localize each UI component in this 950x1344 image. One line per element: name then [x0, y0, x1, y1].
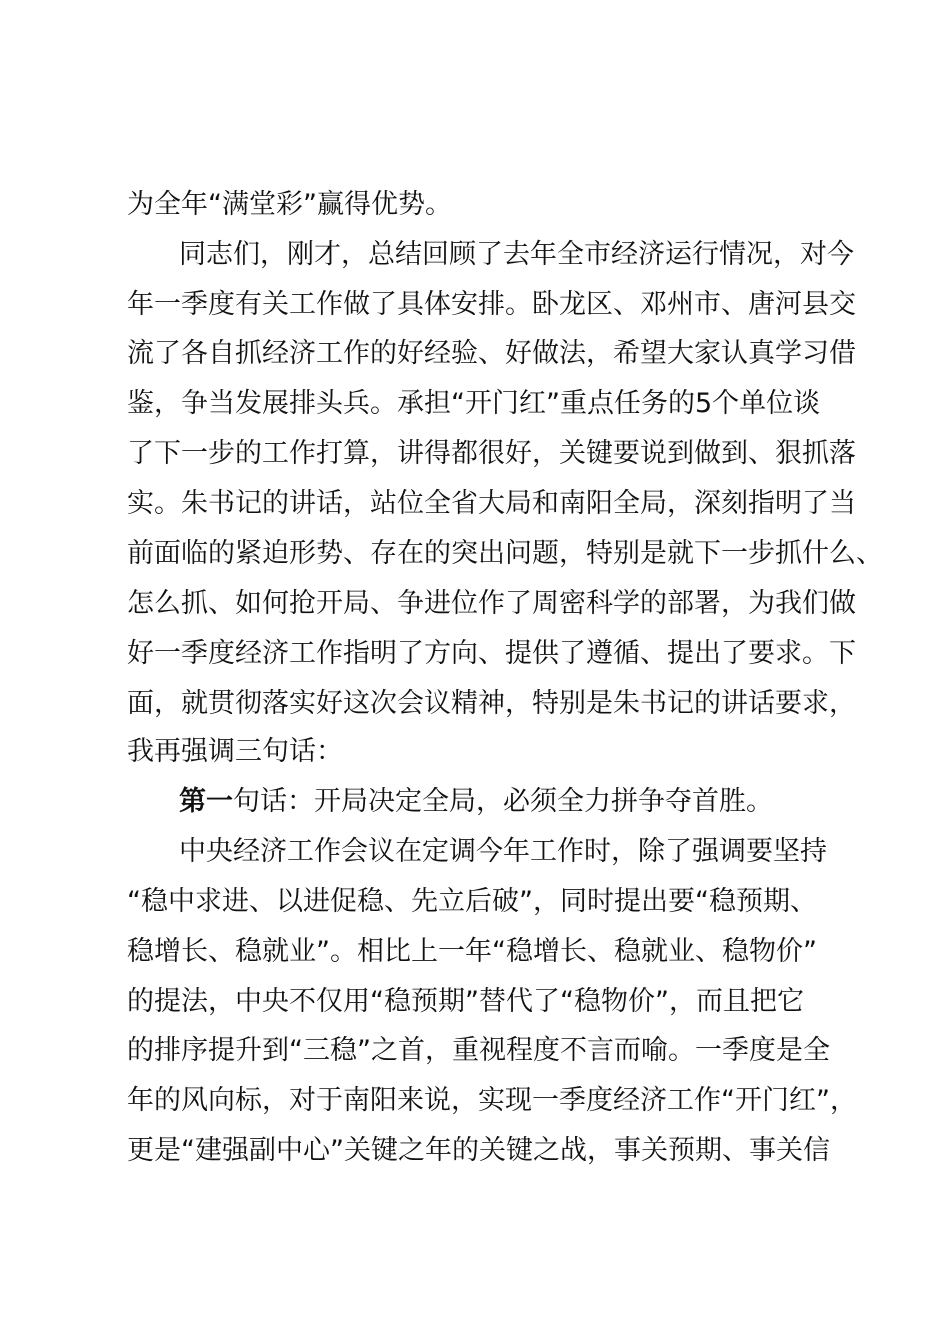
text-line: 年的风向标，对于南阳来说，实现一季度经济工作“开门红”，: [127, 1085, 857, 1116]
text-line: 鉴，争当发展排头兵。承担“开门红”重点任务的5个单位谈: [127, 388, 821, 419]
text-line: 怎么抓、如何抢开局、争进位作了周密科学的部署，为我们做: [127, 588, 856, 619]
text-line: 稳增长、稳就业”。相比上一年“稳增长、稳就业、稳物价”: [127, 936, 817, 967]
text-line: 好一季度经济工作指明了方向、提供了遵循、提出了要求。下: [127, 638, 856, 669]
section-heading: [179, 782, 837, 822]
text-line: 更是“建强副中心”关键之年的关键之战，事关预期、事关信: [127, 1135, 830, 1166]
text-line: 的排序提升到“三稳”之首，重视程度不言而喻。一季度是全: [127, 1035, 830, 1066]
text-line: 的提法，中央不仅用“稳预期”替代了“稳物价”，而且把它: [127, 986, 804, 1017]
paragraph-first-line: 同志们，刚才，总结回顾了去年全市经济运行情况，对今: [179, 239, 854, 270]
text-line: 流了各自抓经济工作的好经验、好做法，希望大家认真学习借: [127, 338, 856, 369]
section-heading-text: 句话：开局决定全局，必须全力拼争夺首胜。: [233, 786, 773, 817]
paragraph-first-line: 中央经济工作会议在定调今年工作时，除了强调要坚持: [179, 836, 827, 867]
section-heading-lead: 第一: [179, 786, 233, 817]
text-line: 实。朱书记的讲话，站位全省大局和南阳全局，深刻指明了当: [127, 488, 856, 519]
text-line: “稳中求进、以进促稳、先立后破”，同时提出要“稳预期、: [127, 886, 817, 917]
text-line: 前面临的紧迫形势、存在的突出问题，特别是就下一步抓什么、: [127, 538, 883, 569]
text-line: 我再强调三句话：: [127, 736, 343, 767]
text-line: 为全年“满堂彩”赢得优势。: [127, 189, 452, 220]
text-line: 面，就贯彻落实好这次会议精神，特别是朱书记的讲话要求，: [127, 688, 856, 719]
text-line: 了下一步的工作打算，讲得都很好，关键要说到做到、狠抓落: [127, 438, 856, 469]
text-line: 年一季度有关工作做了具体安排。卧龙区、邓州市、唐河县交: [127, 289, 856, 320]
